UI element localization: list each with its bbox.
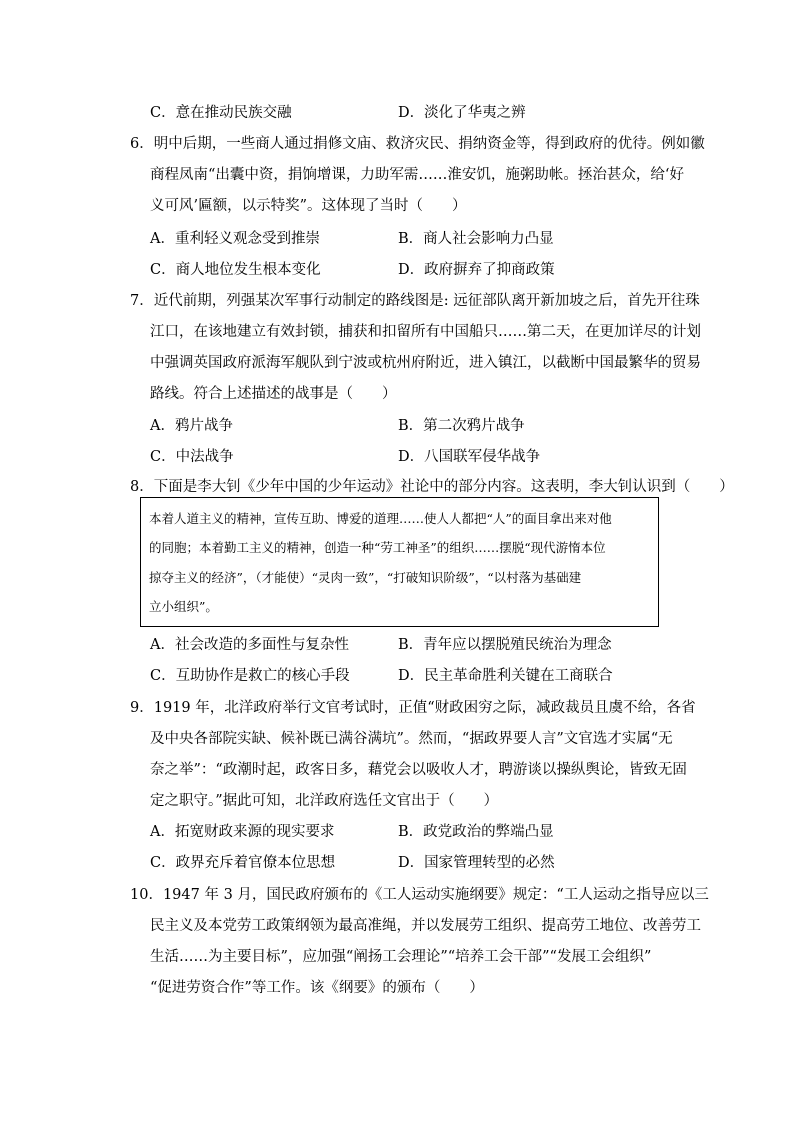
q9-stem-line-1: 9．1919 年，北洋政府举行文官考试时，正值“财政困穷之际，减政裁员且虞不给，各省 (130, 700, 696, 716)
q6-stem-line-3: 义可风’匾额，以示特奖”。这体现了当时（ ） (150, 198, 467, 214)
q6-stem-line-1: 6．明中后期，一些商人通过捐修文庙、救济灾民、捐纳资金等，得到政府的优待。例如徽 (130, 136, 705, 152)
q9-stem-line-3: 奈之举”：“政潮时起，政客日多，藉党会以吸收人才，聘游谈以操纵舆论，皆致无固 (150, 762, 687, 778)
q7-option-c: C．中法战争 (150, 449, 234, 465)
q8-option-d: D．民主革命胜利关键在工商联合 (398, 668, 613, 684)
q5-option-d: D．淡化了华夷之辨 (398, 105, 526, 121)
q6-option-b: B．商人社会影响力凸显 (398, 231, 554, 247)
q8-option-a: A．社会改造的多面性与复杂性 (150, 637, 349, 653)
q7-option-b: B．第二次鸦片战争 (398, 418, 525, 434)
q7-option-a: A．鸦片战争 (150, 418, 233, 434)
q6-option-d: D．政府摒弃了抑商政策 (398, 262, 555, 278)
q8-quote-line-2: 的同胞；本着勤工主义的精神，创造一种“劳工神圣”的组织……摆脱“现代游惰本位 (149, 540, 606, 555)
q7-option-d: D．八国联军侵华战争 (398, 449, 541, 465)
q8-quote-line-3: 掠夺主义的经济”，（才能使）“灵肉一致”，“打破知识阶级”，“以村落为基础建 (149, 570, 582, 585)
q9-stem-line-2: 及中央各部院实缺、候补既已满谷满坑”。然而，“据政界要人言”文官选才实属“无 (150, 731, 673, 747)
q9-option-c: C．政界充斥着官僚本位思想 (150, 855, 336, 871)
q9-option-a: A．拓宽财政来源的现实要求 (150, 824, 335, 840)
q6-option-a: A．重利轻义观念受到推崇 (150, 231, 320, 247)
q8-quote-box (140, 497, 659, 627)
q9-option-b: B．政党政治的弊端凸显 (398, 824, 554, 840)
q8-option-b: B．青年应以摆脱殖民统治为理念 (398, 637, 612, 653)
q8-quote-line-4: 立小组织”。 (149, 599, 218, 614)
q8-quote-line-1: 本着人道主义的精神，宣传互助、博爱的道理……使人人都把“人”的面目拿出来对他 (149, 511, 612, 526)
q9-stem-line-4: 定之职守。”据此可知，北洋政府选任文官出于（ ） (150, 793, 499, 809)
q7-stem-line-1: 7．近代前期，列强某次军事行动制定的路线图是: 远征部队离开新加坡之后，首先开往珠 (130, 293, 700, 309)
q10-stem-line-1: 10．1947 年 3 月，国民政府颁布的《工人运动实施纲要》规定：“工人运动之指导应以三 (130, 887, 709, 903)
q10-stem-line-3: 生活……为主要目标”，应加强“阐扬工会理论”“培养工会干部”“发展工会组织” (150, 949, 652, 965)
q7-stem-line-3: 中强调英国政府派海军舰队到宁波或杭州府附近，进入镇江，以截断中国最繁华的贸易 (150, 355, 701, 371)
q10-stem-line-4: “促进劳资合作”等工作。该《纲要》的颁布（ ） (150, 980, 484, 996)
q9-option-d: D．国家管理转型的必然 (398, 855, 555, 871)
q8-option-c: C．互助协作是救亡的核心手段 (150, 668, 350, 684)
q6-option-c: C．商人地位发生根本变化 (150, 262, 321, 278)
q6-stem-line-2: 商程凤南“出囊中资，捐饷增课，力助军需……淮安饥，施粥助帐。拯治甚众，给‘好 (150, 167, 685, 183)
q7-stem-line-2: 江口，在该地建立有效封锁，捕获和扣留所有中国船只……第二天，在更加详尽的计划 (150, 324, 701, 340)
q5-option-c: C．意在推动民族交融 (150, 105, 292, 121)
q8-stem: 8．下面是李大钊《少年中国的少年运动》社论中的部分内容。这表明，李大钊认识到（ ） (130, 479, 734, 495)
q10-stem-line-2: 民主义及本党劳工政策纲领为最高准绳，并以发展劳工组织、提高劳工地位、改善劳工 (150, 918, 701, 934)
q7-stem-line-4: 路线。符合上述描述的战事是（ ） (150, 386, 397, 402)
